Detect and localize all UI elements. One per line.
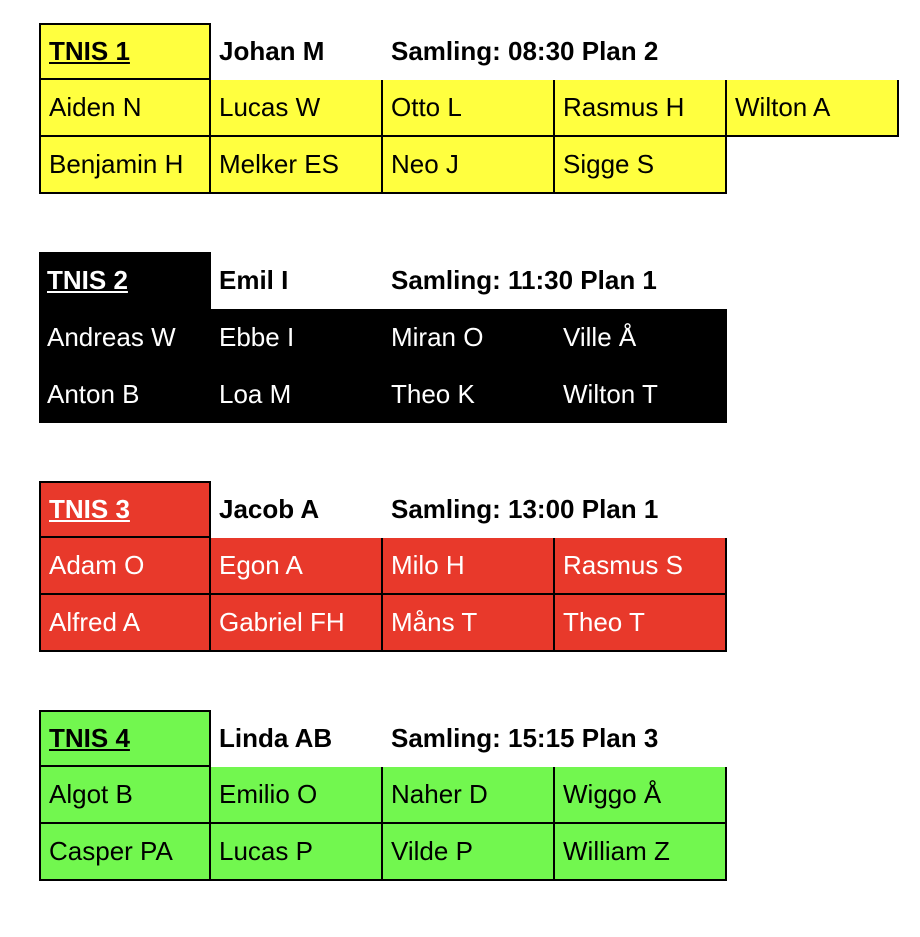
player-cell: Rasmus H (555, 80, 727, 137)
player-cell: Måns T (383, 595, 555, 652)
team-header (39, 252, 728, 309)
player-row (39, 366, 728, 423)
player-cell: Lucas W (211, 80, 383, 137)
team-group-2 (39, 252, 728, 423)
player-cell: Lucas P (211, 824, 383, 881)
team-leader: Jacob A (219, 494, 320, 524)
player-cell: Emilio O (211, 767, 383, 824)
team-tag: TNIS 3 (39, 481, 211, 538)
team-samling: Samling: 11:30 Plan 1 (391, 265, 657, 295)
player-row (39, 595, 728, 652)
player-cell: Loa M (211, 366, 383, 423)
player-row (39, 538, 728, 595)
player-row (39, 767, 728, 824)
player-cell: Anton B (39, 366, 211, 423)
player-cell: Adam O (39, 538, 211, 595)
team-tag: TNIS 2 (39, 252, 211, 309)
player-cell: Otto L (383, 80, 555, 137)
team-header (39, 23, 899, 80)
player-cell: Neo J (383, 137, 555, 194)
player-cell: Wilton A (727, 80, 899, 137)
team-samling: Samling: 13:00 Plan 1 (391, 494, 659, 524)
player-cell: Theo T (555, 595, 727, 652)
player-cell: Wilton T (555, 366, 727, 423)
player-row (39, 309, 728, 366)
player-cell: Theo K (383, 366, 555, 423)
team-leader: Linda AB (219, 723, 333, 753)
team-tag: TNIS 1 (39, 23, 211, 80)
player-cell: Wiggo Å (555, 767, 727, 824)
player-cell: Aiden N (39, 80, 211, 137)
player-cell: Naher D (383, 767, 555, 824)
team-header (39, 710, 728, 767)
player-cell: Ville Å (555, 309, 727, 366)
team-leader: Emil I (219, 265, 289, 295)
team-group-3 (39, 481, 728, 652)
team-tag: TNIS 4 (39, 710, 211, 767)
team-group-4 (39, 710, 728, 881)
player-row (39, 80, 899, 137)
player-cell: Algot B (39, 767, 211, 824)
player-cell: Casper PA (39, 824, 211, 881)
player-cell: Sigge S (555, 137, 727, 194)
player-row (39, 824, 728, 881)
player-cell: Ebbe I (211, 309, 383, 366)
player-cell: Milo H (383, 538, 555, 595)
team-leader: Johan M (219, 36, 325, 66)
player-cell: Egon A (211, 538, 383, 595)
player-cell: Vilde P (383, 824, 555, 881)
team-header (39, 481, 728, 538)
player-cell: Alfred A (39, 595, 211, 652)
team-group-1 (39, 23, 899, 194)
player-cell: Gabriel FH (211, 595, 383, 652)
team-samling: Samling: 08:30 Plan 2 (391, 36, 659, 66)
team-samling: Samling: 15:15 Plan 3 (391, 723, 659, 753)
player-cell: Melker ES (211, 137, 383, 194)
player-cell: Rasmus S (555, 538, 727, 595)
player-cell: Andreas W (39, 309, 211, 366)
player-cell: Miran O (383, 309, 555, 366)
player-cell: Benjamin H (39, 137, 211, 194)
player-cell: William Z (555, 824, 727, 881)
player-row (39, 137, 899, 194)
